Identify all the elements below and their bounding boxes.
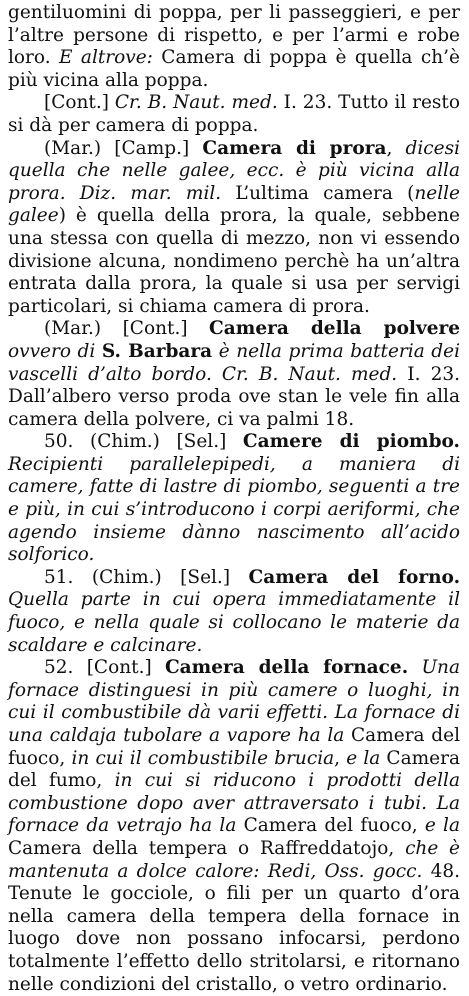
text-segment: S. Barbara bbox=[101, 340, 213, 362]
text-segment: è nella prima batteria dei vascelli d’alto bordo. Cr. B. Naut. med. bbox=[8, 340, 460, 385]
text-segment: , bbox=[334, 747, 347, 769]
dictionary-page bbox=[8, 2, 460, 996]
text-segment: Una fornace distinguesi in più camere o luoghi, in cui il combustibile dà varii effetti. La fornace di una caldaja tubolare a vapore ha la bbox=[8, 657, 460, 746]
text-segment: e la bbox=[346, 747, 381, 769]
text-segment: Camera di poppa è quella ch’è più vicina alla poppa. bbox=[8, 47, 460, 91]
text-segment: (Mar.) [Camp.] bbox=[44, 137, 203, 159]
text-segment: ovvero di bbox=[8, 340, 96, 362]
text-segment: I. 23. Dall’albero verso proda ove stan le vele fin alla camera della polvere, ci va palmi 18. bbox=[8, 363, 461, 430]
paragraph-poppa-continuation bbox=[8, 2, 460, 92]
entry-camere-di-piombo bbox=[8, 431, 460, 567]
text-segment: in cui si riducono i prodotti della combustione dopo aver attraversato i tubi. La fornace da vetrajo ha la bbox=[8, 770, 460, 837]
text-segment: Camera della fornace. bbox=[164, 657, 409, 679]
text-segment: Camera del fumo, bbox=[8, 747, 460, 792]
text-segment: E altrove: bbox=[59, 47, 153, 69]
text-segment: Camera del forno. bbox=[248, 566, 461, 588]
text-segment: Camera della polvere bbox=[209, 318, 460, 340]
text-segment: Camera di prora bbox=[202, 137, 387, 159]
text-segment: 50. (Chim.) [Sel.] bbox=[44, 431, 243, 453]
text-segment: Camera della tempera o Raffreddatojo, bbox=[8, 837, 406, 859]
text-segment: Camera del fuoco, bbox=[8, 725, 460, 769]
entry-camera-della-fornace bbox=[8, 657, 460, 996]
text-segment: 51. (Chim.) [Sel.] bbox=[44, 566, 249, 588]
text-segment: in cui il combustibile brucia bbox=[71, 747, 335, 769]
text-segment: Recipienti parallelepipedi, a maniera di camere, fatte di lastre di piombo, seguenti a tre e più, in cui s’introducono i corpi aeriformi, che agendo insieme dànno nascimento all’acido solforico. bbox=[8, 453, 460, 566]
text-segment bbox=[408, 657, 421, 678]
text-segment: ) è quella della prora, la quale, sebbene una stessa con quella di mezzo, non vi essendo divisione alcuna, nondimeno perchè ha un’altra entrata dalla prora, la quale si usa per servigi particolari, si chiama camera di prora. bbox=[8, 205, 460, 317]
text-segment: 48. Tenute le gocciole, o fili per un quarto d’ora nella camera della tempera della fornace in luogo dove non possano infocarsi, perdono totalmente l’effetto dello stritolarsi, e ritornano nelle condizioni del cristallo, o vetro ordinario. bbox=[8, 860, 460, 995]
text-segment: nelle galee bbox=[8, 182, 460, 227]
text-segment: gentiluomini di poppa, per li passeggieri, e per l’altre persone di rispetto, e per l’armi e robe loro. bbox=[8, 2, 460, 69]
text-segment: , bbox=[386, 137, 406, 159]
text-segment: L’ultima camera ( bbox=[221, 182, 415, 204]
entry-camera-del-forno bbox=[8, 567, 460, 657]
text-segment: 52. [Cont.] bbox=[44, 657, 165, 679]
paragraph-poppa-citation bbox=[8, 92, 460, 137]
entry-camera-di-prora bbox=[8, 138, 460, 319]
text-segment: Camera del fuoco, bbox=[236, 815, 425, 837]
text-segment: dicesi quella che nelle galee, ecc. è più vicina alla prora. Diz. mar. mil. bbox=[8, 137, 461, 204]
text-segment: e la bbox=[424, 815, 460, 837]
text-segment: [Cont.] bbox=[44, 92, 115, 114]
text-segment: I. 23. Tutto il resto si dà per camera di poppa. bbox=[8, 92, 460, 136]
text-segment: (Mar.) [Cont.] bbox=[44, 318, 210, 340]
text-segment: Camere di piombo. bbox=[242, 431, 460, 453]
entry-camera-della-polvere bbox=[8, 318, 460, 431]
text-segment: Quella parte in cui opera immediatamente il fuoco, e nella quale si collocano le materie da scaldare e calcinare. bbox=[8, 589, 460, 656]
text-segment: che è mantenuta a dolce calore: Redi, Oss. gocc. bbox=[8, 837, 460, 882]
text-segment: Cr. B. Naut. med. bbox=[114, 92, 278, 114]
